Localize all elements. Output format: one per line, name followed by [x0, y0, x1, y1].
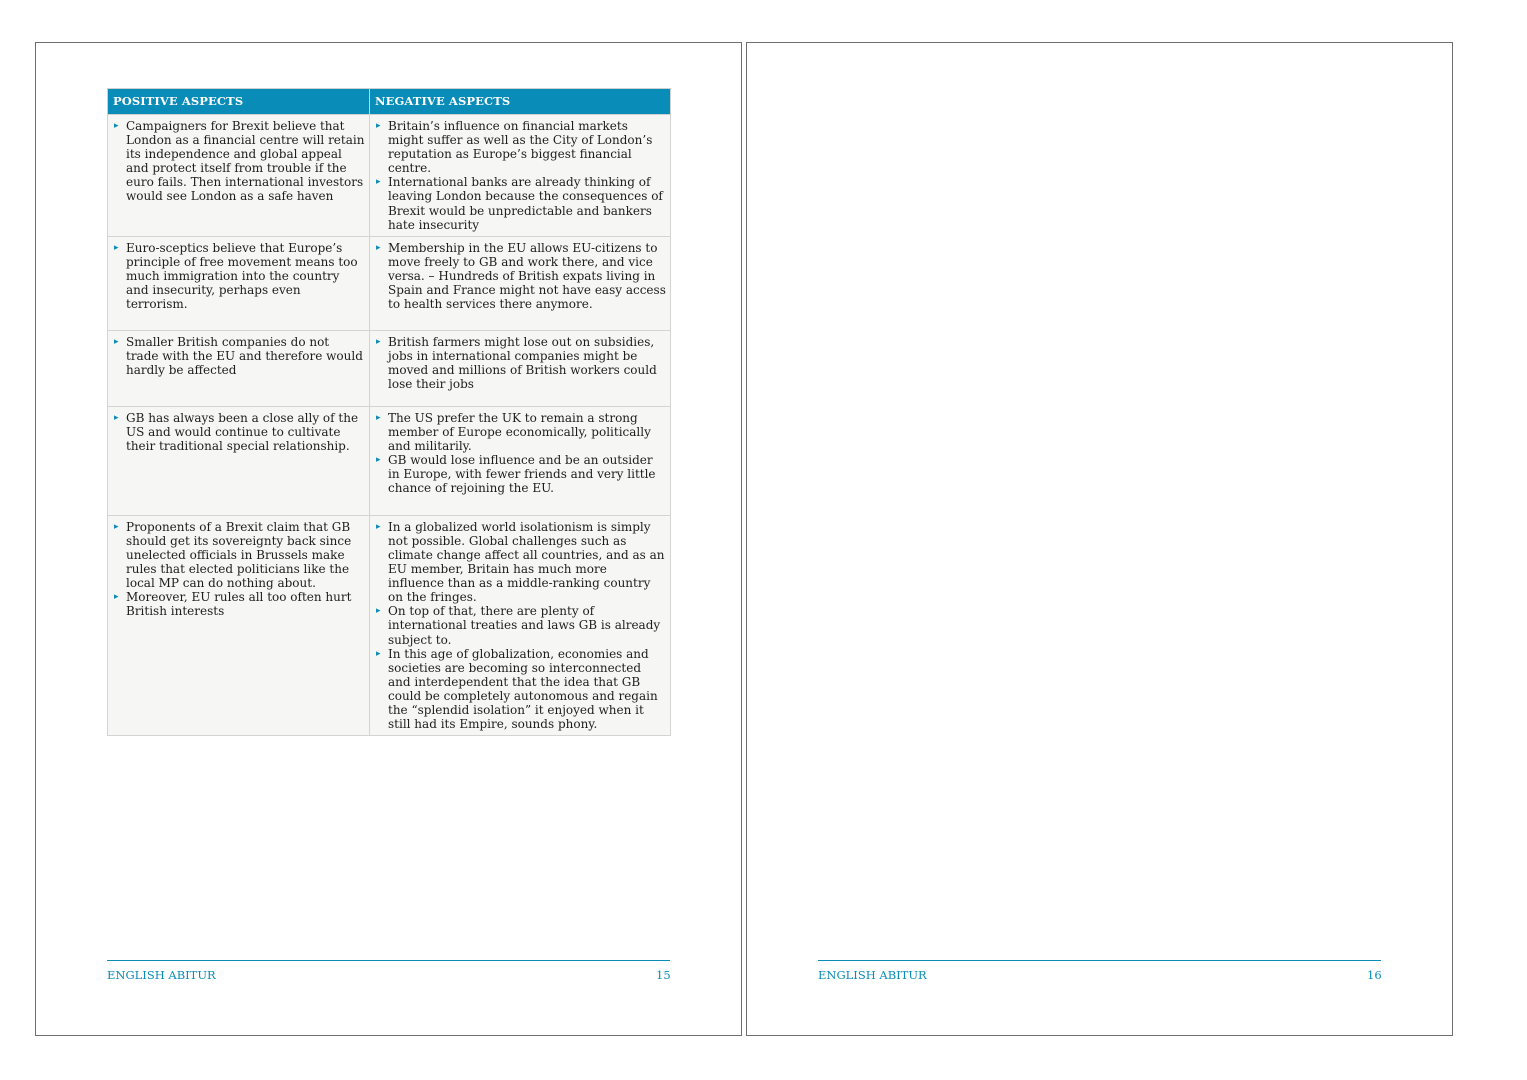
bullet-list: [374, 241, 666, 311]
negative-cell: [370, 406, 671, 515]
header-positive: POSITIVE ASPECTS: [108, 89, 370, 115]
bullet-item: ▸ On top of that, there are plenty of international treaties and laws GB is already subject to.: [374, 604, 666, 646]
table-row: [108, 406, 671, 515]
bullet-item: ▸ GB has always been a close ally of the US and would continue to cultivate their traditional special relationship.: [112, 411, 365, 453]
footer-rule: [107, 960, 670, 961]
table-header-row: [108, 89, 671, 115]
page-15: [35, 42, 742, 1036]
bullet-list: [374, 520, 666, 731]
table-row: [108, 236, 671, 330]
positive-cell: [108, 115, 370, 237]
positive-cell: [108, 515, 370, 735]
bullet-item: ▸ In a globalized world isolationism is simply not possible. Global challenges such as climate change affect all countries, and as an EU member, Britain has much more influence than as a middle-ranking country on the fringes.: [374, 520, 666, 605]
bullet-item: ▸ GB would lose influence and be an outsider in Europe, with fewer friends and very little chance of rejoining the EU.: [374, 453, 666, 495]
bullet-item: ▸ International banks are already thinking of leaving London because the consequences of Brexit would be unpredictable and bankers hate insecurity: [374, 175, 666, 231]
negative-cell: [370, 115, 671, 237]
table-row: [108, 115, 671, 237]
negative-cell: [370, 236, 671, 330]
bullet-item: ▸ Campaigners for Brexit believe that London as a financial centre will retain its independence and global appeal and protect itself from trouble if the euro fails. Then international investors would see London as a safe haven: [112, 119, 365, 204]
footer-rule: [818, 960, 1381, 961]
bullet-item: ▸ Britain’s influence on financial markets might suffer as well as the City of London’s reputation as Europe’s biggest financial centre.: [374, 119, 666, 175]
table-row: [108, 515, 671, 735]
table-row: [108, 330, 671, 406]
positive-cell: [108, 236, 370, 330]
positive-cell: [108, 406, 370, 515]
aspects-table: [107, 88, 671, 736]
negative-cell: [370, 330, 671, 406]
bullet-list: [112, 335, 365, 377]
bullet-item: ▸ Moreover, EU rules all too often hurt British interests: [112, 590, 365, 618]
page-16: [746, 42, 1453, 1036]
bullet-list: [374, 411, 666, 496]
bullet-list: [374, 119, 666, 232]
negative-cell: [370, 515, 671, 735]
page-number: 15: [656, 968, 671, 982]
footer-title: ENGLISH ABITUR: [818, 968, 927, 982]
page-number: 16: [1367, 968, 1382, 982]
bullet-list: [374, 335, 666, 391]
bullet-list: [112, 520, 365, 619]
bullet-list: [112, 241, 365, 311]
bullet-item: ▸ Smaller British companies do not trade with the EU and therefore would hardly be affected: [112, 335, 365, 377]
bullet-item: ▸ Euro-sceptics believe that Europe’s principle of free movement means too much immigration into the country and insecurity, perhaps even terrorism.: [112, 241, 365, 311]
footer-title: ENGLISH ABITUR: [107, 968, 216, 982]
bullet-list: [112, 119, 365, 204]
bullet-item: ▸ The US prefer the UK to remain a strong member of Europe economically, politically and militarily.: [374, 411, 666, 453]
header-negative: NEGATIVE ASPECTS: [370, 89, 671, 115]
bullet-item: ▸ In this age of globalization, economies and societies are becoming so interconnected and interdependent that the idea that GB could be completely autonomous and regain the “splendid isolation” it enjoyed when it still had its Empire, sounds phony.: [374, 647, 666, 732]
positive-cell: [108, 330, 370, 406]
bullet-list: [112, 411, 365, 453]
bullet-item: ▸ Proponents of a Brexit claim that GB should get its sovereignty back since unelected officials in Brussels make rules that elected politicians like the local MP can do nothing about.: [112, 520, 365, 590]
bullet-item: ▸ Membership in the EU allows EU-citizens to move freely to GB and work there, and vice versa. – Hundreds of British expats living in Spain and France might not have easy access to health services there anymore.: [374, 241, 666, 311]
bullet-item: ▸ British farmers might lose out on subsidies, jobs in international companies might be moved and millions of British workers could lose their jobs: [374, 335, 666, 391]
